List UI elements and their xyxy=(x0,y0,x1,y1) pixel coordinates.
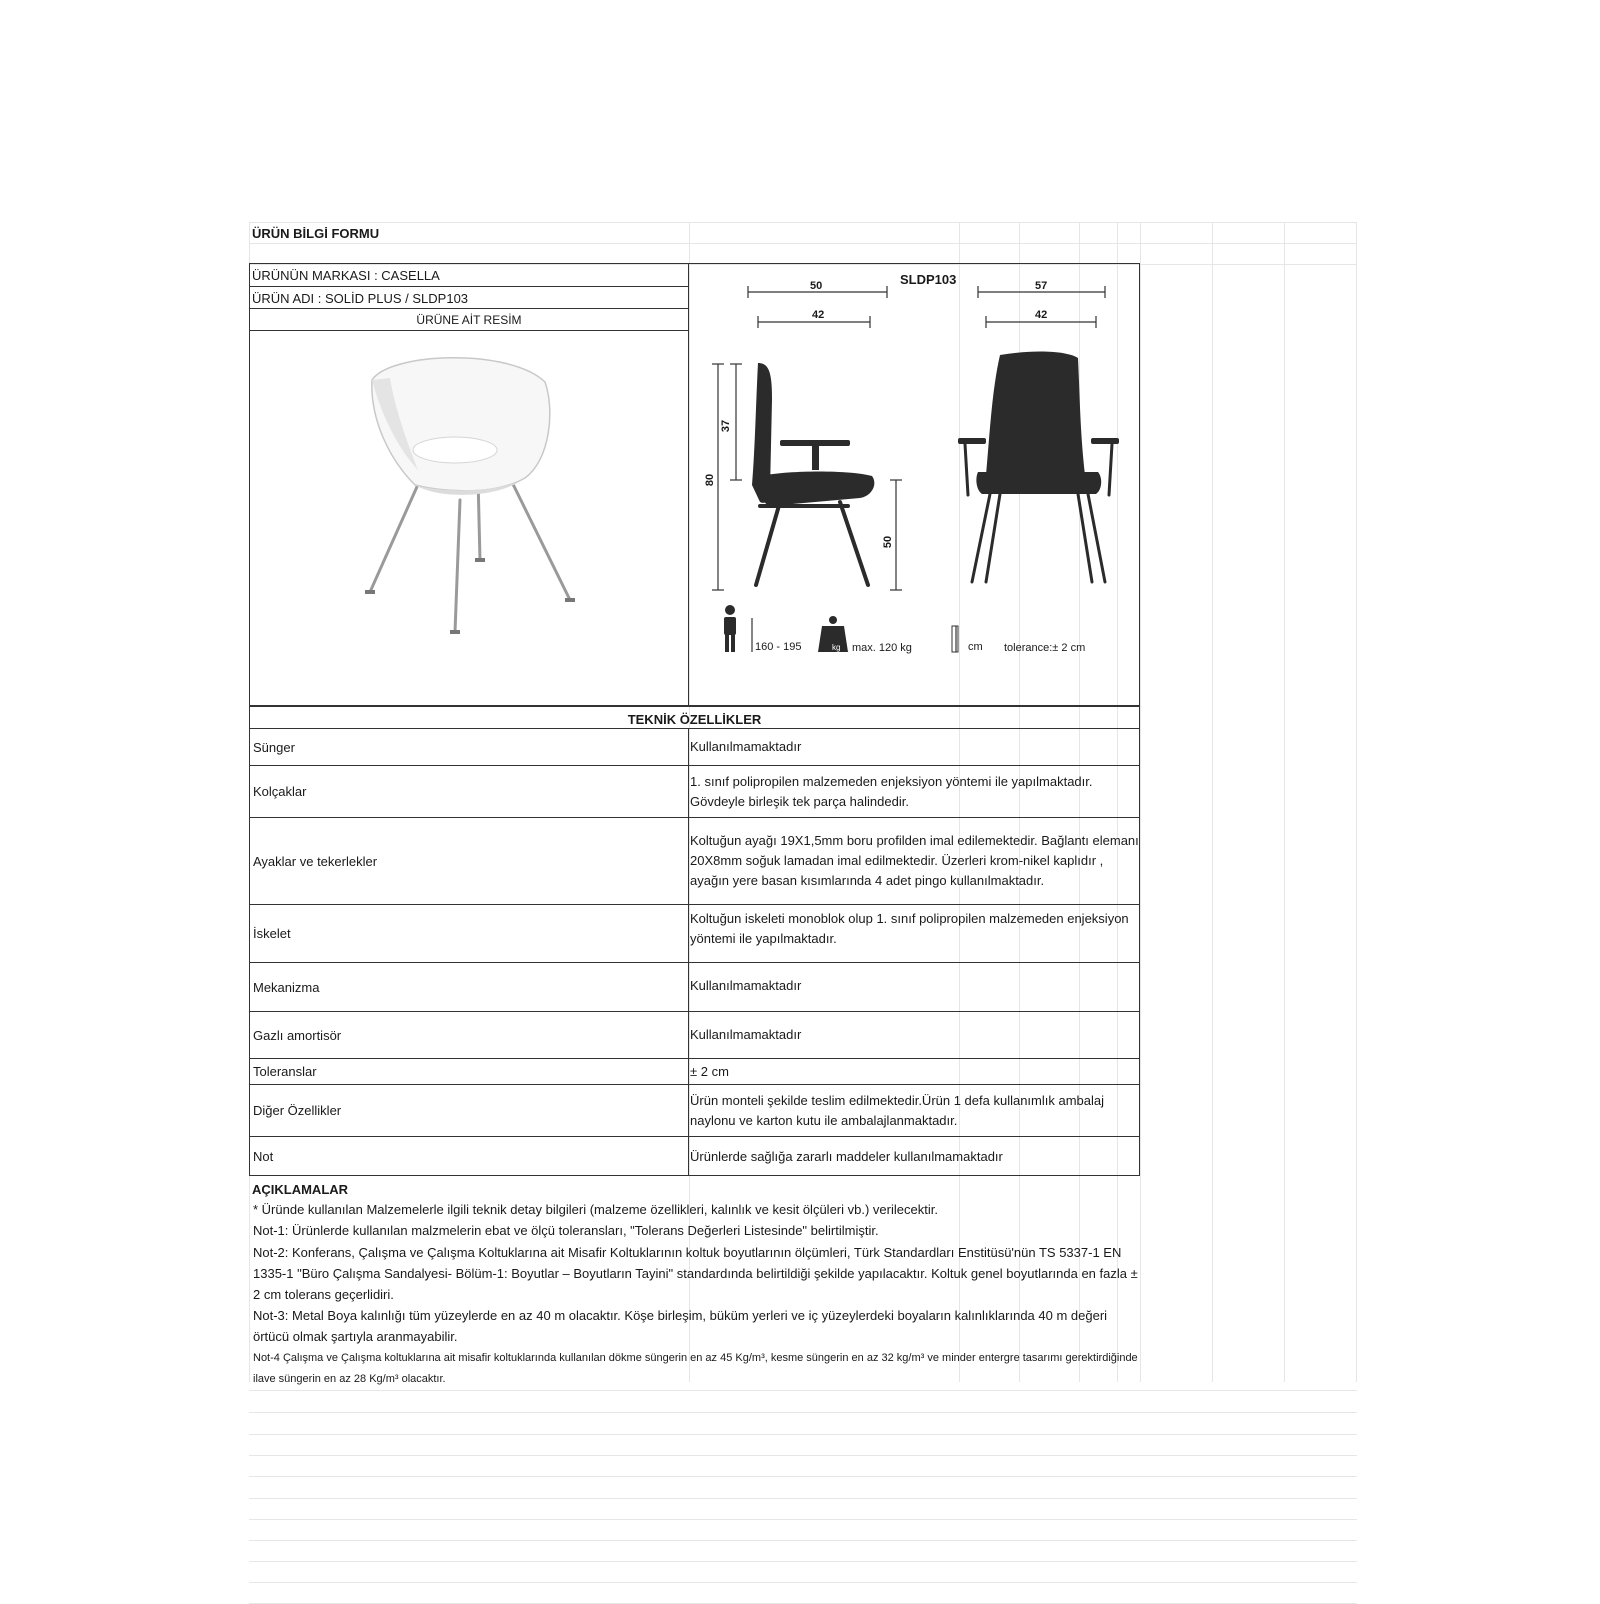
spec-label-2: Ayaklar ve tekerlekler xyxy=(253,853,378,869)
spec-value-8: Ürünlerde sağlığa zararlı maddeler kullanılmamaktadır xyxy=(690,1148,1003,1164)
spec-value-2: Koltuğun ayağı 19X1,5mm boru profilden imal edilemektedir. Bağlantı elemanı 20X8mm soğuk lamadan imal edilmektedir. Üzerleri krom-nikel kaplıdır , ayağın yere basan kısımlarında 4 adet pingo kullanılmaktadır. xyxy=(690,833,1139,888)
max-load: max. 120 kg xyxy=(852,642,912,654)
model-code: SLDP103 xyxy=(900,272,957,287)
spec-label-6: Toleranslar xyxy=(253,1064,317,1079)
dimension-diagram xyxy=(700,280,1140,660)
note-2: Not-2: Konferans, Çalışma ve Çalışma Koltuklarına ait Misafir Koltuklarının koltuk boyutlarının ölçümleri, Türk Standardları Enstitüsü'nün TS 5337-1 EN 1335-1 "Büro Çalışma Sandalyesi- Bölüm-1: Boyutlar – Boyutların Tayini" standardında belirtildiği şekilde yapılacaktır. Koltuk genel boyutlarında en fazla ± 2 cm tolerans geçerlidiri. xyxy=(253,1245,1138,1302)
spec-value-5: Kullanılmamaktadır xyxy=(690,1027,802,1042)
spec-value-4: Kullanılmamaktadır xyxy=(690,978,802,993)
user-height-range: 160 - 195 xyxy=(755,641,802,653)
spec-label-1: Kolçaklar xyxy=(253,784,307,799)
spec-label-0: Sünger xyxy=(253,739,295,755)
kg-badge: kg xyxy=(832,643,841,652)
spec-label-8: Not xyxy=(253,1149,274,1164)
note-0: * Üründe kullanılan Malzemelerle ilgili teknik detay bilgileri (malzeme özellikleri, kalınlık ve kesit ölçüleri vb.) verilecektir. xyxy=(253,1202,938,1217)
spec-label-7: Diğer Özellikler xyxy=(253,1103,342,1118)
side-top-width: 50 xyxy=(810,280,823,292)
back-height: 37 xyxy=(720,419,733,433)
note-4: Not-4 Çalışma ve Çalışma koltuklarına ait misafir koltuklarında kullanılan dökme süngerin en az 45 Kg/m³, kesme süngerin en az 32 kg/m³ ve minder entergre tasarımı gerektirdiğinde ilave süngerin en az 28 Kg/m³ olacaktır. xyxy=(253,1352,1138,1385)
total-height: 80 xyxy=(704,473,717,487)
chair-photo xyxy=(340,350,600,650)
spec-value-3: Koltuğun iskeleti monoblok olup 1. sınıf polipropilen malzemeden enjeksiyon yöntemi ile yapılmaktadır. xyxy=(690,911,1129,946)
brand-label: ÜRÜNÜN MARKASI : CASELLA xyxy=(252,268,440,283)
image-header: ÜRÜNE AİT RESİM xyxy=(416,313,522,327)
notes-header: AÇIKLAMALAR xyxy=(252,1182,349,1197)
front-top-width: 57 xyxy=(1035,280,1048,292)
tech-header: TEKNİK ÖZELLİKLER xyxy=(627,712,762,727)
spec-value-7: Ürün monteli şekilde teslim edilmektedir.Ürün 1 defa kullanımlık ambalaj naylonu ve karton kutu ile ambalajlanmaktadır. xyxy=(690,1092,1105,1128)
tolerance-label: tolerance:± 2 cm xyxy=(1004,642,1086,654)
note-1: Not-1: Ürünlerde kullanılan malzmelerin ebat ve ölçü toleransları, "Tolerans Değerleri Listesinde" belirtilmiştir. xyxy=(253,1223,879,1238)
seat-height: 50 xyxy=(882,535,895,549)
side-seat-width: 42 xyxy=(812,309,825,321)
spec-label-4: Mekanizma xyxy=(253,979,320,995)
spec-value-6: ± 2 cm xyxy=(690,1063,729,1079)
spec-value-1: 1. sınıf polipropilen malzemeden enjeksiyon yöntemi ile yapılmaktadır. Gövdeyle birleşik tek parça halindedir. xyxy=(690,773,1093,809)
spec-label-5: Gazlı amortisör xyxy=(253,1027,342,1043)
note-3: Not-3: Metal Boya kalınlığı tüm yüzeylerde en az 40 m olacaktır. Köşe birleşim, büküm yerleri ve iç yüzeylerdeki boyaların kalınlıklarında 40 m değeri örtücü olmak şartıyla aranmayabilir. xyxy=(253,1308,1108,1344)
form-title: ÜRÜN BİLGİ FORMU xyxy=(252,226,380,241)
spec-label-3: İskelet xyxy=(253,926,291,941)
spec-value-0: Kullanılmamaktadır xyxy=(690,739,802,754)
product-name-label: ÜRÜN ADI : SOLİD PLUS / SLDP103 xyxy=(252,291,469,306)
unit-label: cm xyxy=(968,641,983,653)
front-seat-width: 42 xyxy=(1035,309,1048,321)
